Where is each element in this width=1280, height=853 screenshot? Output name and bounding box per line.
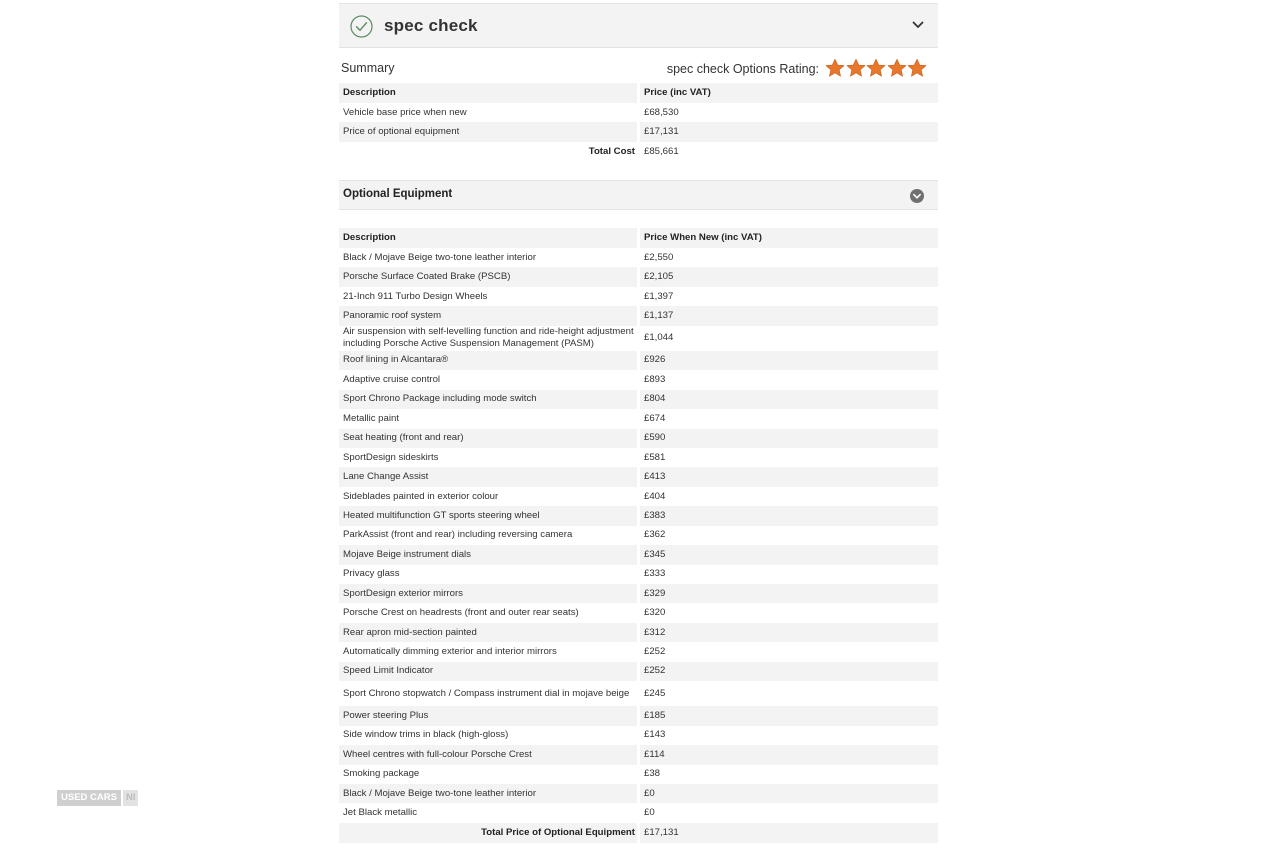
optional-total-label: Total Price of Optional Equipment xyxy=(339,823,639,843)
table-row xyxy=(339,726,938,745)
equipment-price: £581 xyxy=(644,451,666,463)
table-row xyxy=(339,267,938,286)
equipment-price: £252 xyxy=(644,646,666,658)
table-row xyxy=(339,370,938,389)
circle-chevron-down-icon[interactable] xyxy=(910,189,924,203)
chevron-down-icon[interactable] xyxy=(912,20,924,30)
summary-table xyxy=(339,83,938,161)
table-row xyxy=(339,306,938,325)
table-row xyxy=(339,784,938,803)
equipment-description: Side window trims in black (high-gloss) xyxy=(339,726,639,745)
table-row xyxy=(339,467,938,486)
equipment-description: Porsche Crest on headrests (front and outer rear seats) xyxy=(339,603,639,622)
equipment-price: £143 xyxy=(644,729,666,741)
equipment-description: Sideblades painted in exterior colour xyxy=(339,487,639,506)
equipment-price: £413 xyxy=(639,467,939,486)
check-circle-icon xyxy=(350,15,373,38)
summary-header-row xyxy=(339,83,938,103)
equipment-price: £2,550 xyxy=(644,251,674,263)
equipment-description: Panoramic roof system xyxy=(339,306,639,325)
summary-price: £68,530 xyxy=(644,106,679,118)
table-row xyxy=(339,409,938,428)
optional-header-row xyxy=(339,228,938,248)
equipment-description: Mojave Beige instrument dials xyxy=(339,545,639,564)
table-row xyxy=(339,565,938,584)
equipment-price: £252 xyxy=(639,662,939,681)
equipment-description: Power steering Plus xyxy=(339,706,639,725)
equipment-description: Sport Chrono Package including mode switch xyxy=(339,390,639,409)
table-row xyxy=(339,351,938,370)
equipment-price: £185 xyxy=(639,706,939,725)
total-cost-label: Total Cost xyxy=(339,142,639,161)
table-row xyxy=(339,603,938,622)
used-cars-watermark xyxy=(57,790,138,806)
table-row xyxy=(339,584,938,603)
star-icon xyxy=(887,58,907,78)
table-row xyxy=(339,745,938,764)
equipment-description: Air suspension with self-levelling function and ride-height adjustment including Porsche Active Suspension Management (PASM) xyxy=(339,326,639,351)
table-row xyxy=(339,326,938,351)
star-icon xyxy=(846,58,866,78)
table-row xyxy=(339,122,938,142)
table-row xyxy=(339,545,938,564)
equipment-price: £674 xyxy=(644,412,666,424)
equipment-price: £245 xyxy=(644,687,666,699)
star-icon xyxy=(907,58,927,78)
table-row xyxy=(339,642,938,661)
table-row xyxy=(339,103,938,122)
equipment-description: SportDesign exterior mirrors xyxy=(339,584,639,603)
equipment-price: £926 xyxy=(639,351,939,370)
optional-description-header: Description xyxy=(339,228,639,248)
equipment-description: Rear apron mid-section painted xyxy=(339,623,639,642)
table-row xyxy=(339,681,938,706)
star-icon xyxy=(866,58,886,78)
equipment-price: £312 xyxy=(639,623,939,642)
summary-total-row xyxy=(339,142,938,161)
summary-description: Price of optional equipment xyxy=(339,122,639,142)
equipment-description: Seat heating (front and rear) xyxy=(339,429,639,448)
equipment-price: £383 xyxy=(639,506,939,525)
optional-total-value: £17,131 xyxy=(639,823,939,843)
summary-description-header: Description xyxy=(339,83,639,103)
equipment-description: Speed Limit Indicator xyxy=(339,662,639,681)
options-rating-label: spec check Options Rating: xyxy=(666,62,819,76)
optional-equipment-table xyxy=(339,228,938,843)
equipment-price: £1,397 xyxy=(644,290,674,302)
optional-price-header: Price When New (inc VAT) xyxy=(639,228,939,248)
spec-check-title: spec check xyxy=(384,16,478,35)
equipment-description: Privacy glass xyxy=(339,565,639,584)
equipment-price: £893 xyxy=(644,373,666,385)
equipment-description: Porsche Surface Coated Brake (PSCB) xyxy=(339,267,639,286)
equipment-price: £362 xyxy=(644,529,666,541)
spec-check-header[interactable] xyxy=(339,3,938,48)
table-row xyxy=(339,487,938,506)
equipment-description: Wheel centres with full-colour Porsche Crest xyxy=(339,745,639,764)
watermark-suffix: NI xyxy=(123,790,139,806)
equipment-price: £38 xyxy=(644,768,661,780)
equipment-description: Automatically dimming exterior and interior mirrors xyxy=(339,642,639,661)
equipment-price: £1,044 xyxy=(644,332,674,344)
optional-equipment-title: Optional Equipment xyxy=(343,188,453,200)
optional-total-row xyxy=(339,823,938,843)
equipment-description: Sport Chrono stopwatch / Compass instrument dial in mojave beige xyxy=(339,681,639,706)
table-row xyxy=(339,248,938,267)
equipment-price: £590 xyxy=(639,429,939,448)
star-icon xyxy=(825,58,845,78)
equipment-price: £345 xyxy=(639,545,939,564)
equipment-description: Heated multifunction GT sports steering wheel xyxy=(339,506,639,525)
optional-equipment-header[interactable] xyxy=(339,180,938,210)
equipment-price: £404 xyxy=(644,490,666,502)
equipment-price: £804 xyxy=(639,390,939,409)
equipment-price: £320 xyxy=(644,607,666,619)
equipment-price: £0 xyxy=(639,784,939,803)
table-row xyxy=(339,448,938,467)
equipment-price: £0 xyxy=(644,807,655,819)
equipment-description: Roof lining in Alcantara® xyxy=(339,351,639,370)
equipment-price: £114 xyxy=(639,745,939,764)
table-row xyxy=(339,765,938,784)
equipment-description: 21-Inch 911 Turbo Design Wheels xyxy=(339,287,639,306)
table-row xyxy=(339,506,938,525)
equipment-description: ParkAssist (front and rear) including reversing camera xyxy=(339,526,639,545)
table-row xyxy=(339,526,938,545)
equipment-description: Black / Mojave Beige two-tone leather interior xyxy=(339,248,639,267)
equipment-description: Jet Black metallic xyxy=(339,803,639,822)
table-row xyxy=(339,706,938,725)
summary-price-header: Price (inc VAT) xyxy=(639,83,939,103)
summary-description: Vehicle base price when new xyxy=(339,103,639,122)
summary-label: Summary xyxy=(341,61,395,75)
equipment-description: Smoking package xyxy=(339,765,639,784)
total-cost-value: £85,661 xyxy=(644,145,679,157)
equipment-price: £329 xyxy=(639,584,939,603)
equipment-description: Adaptive cruise control xyxy=(339,370,639,389)
equipment-price: £2,105 xyxy=(639,267,939,286)
equipment-description: Metallic paint xyxy=(339,409,639,428)
equipment-price: £1,137 xyxy=(639,306,939,325)
table-row xyxy=(339,803,938,822)
equipment-description: Black / Mojave Beige two-tone leather interior xyxy=(339,784,639,803)
table-row xyxy=(339,662,938,681)
table-row xyxy=(339,429,938,448)
watermark-label: USED CARS xyxy=(57,790,121,806)
table-row xyxy=(339,390,938,409)
table-row xyxy=(339,287,938,306)
equipment-description: Lane Change Assist xyxy=(339,467,639,486)
equipment-description: SportDesign sideskirts xyxy=(339,448,639,467)
summary-price: £17,131 xyxy=(639,122,939,142)
table-row xyxy=(339,623,938,642)
equipment-price: £333 xyxy=(644,568,666,580)
